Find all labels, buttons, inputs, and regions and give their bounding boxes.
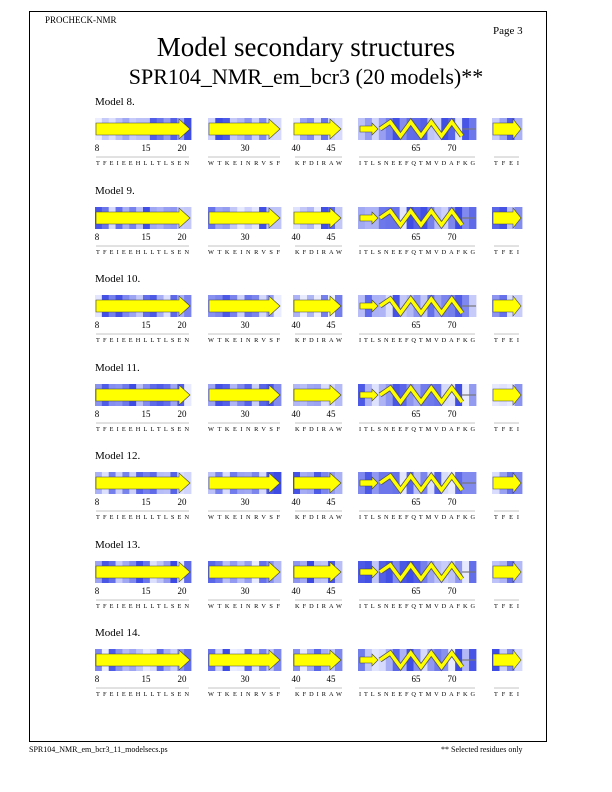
residue-number: 15 bbox=[141, 320, 151, 330]
residue-number: 30 bbox=[240, 320, 250, 330]
page-number: Page 3 bbox=[493, 25, 523, 37]
secondary-structure-row bbox=[0, 647, 612, 703]
residue-number: 45 bbox=[326, 231, 336, 242]
residue-number: 8 bbox=[94, 497, 100, 507]
residue-number: 40 bbox=[291, 231, 301, 242]
model-label: Model 8. bbox=[95, 96, 135, 108]
residue-sequence: TFEIEEHLLTLSEN bbox=[96, 691, 189, 698]
residue-number: 65 bbox=[411, 674, 421, 684]
model-label: Model 12. bbox=[95, 450, 141, 462]
secondary-structure-row bbox=[0, 382, 612, 438]
residue-sequence: TFEIEEHLLTLSEN bbox=[96, 337, 189, 344]
residue-number: 65 bbox=[411, 585, 421, 596]
residue-number: 70 bbox=[447, 143, 457, 153]
residue-number: 45 bbox=[326, 674, 336, 684]
residue-number: 8 bbox=[94, 143, 100, 153]
secondary-structure-row bbox=[0, 205, 612, 261]
model-label: Model 9. bbox=[95, 184, 135, 197]
residue-number: 15 bbox=[141, 143, 151, 153]
model-label: Model 13. bbox=[95, 538, 141, 551]
residue-number: 40 bbox=[291, 320, 301, 330]
residue-number: 45 bbox=[326, 585, 336, 596]
residue-sequence: WTKEINRVSF bbox=[208, 602, 280, 610]
residue-sequence: WTKEINRVSF bbox=[208, 691, 280, 698]
residue-sequence: WTKEINRVSF bbox=[208, 248, 280, 256]
residue-number: 20 bbox=[177, 408, 187, 419]
residue-number: 8 bbox=[94, 320, 100, 330]
residue-number: 45 bbox=[326, 497, 336, 507]
residue-number: 45 bbox=[326, 143, 336, 153]
residue-sequence: TFEIEEHLLTLSEN bbox=[96, 425, 189, 433]
secondary-structure-row bbox=[0, 559, 612, 615]
model-label: Model 11. bbox=[95, 361, 140, 374]
residue-number: 8 bbox=[94, 674, 100, 684]
model-label: Model 14. bbox=[95, 627, 141, 639]
residue-number: 70 bbox=[447, 408, 457, 419]
page-title: Model secondary structures bbox=[156, 32, 456, 62]
residue-number: 65 bbox=[411, 143, 421, 153]
residue-sequence: WTKEINRVSF bbox=[208, 337, 280, 344]
residue-sequence: WTKEINRVSF bbox=[208, 514, 280, 521]
program-name: PROCHECK-NMR bbox=[45, 15, 117, 25]
residue-sequence: TFEIEEHLLTLSEN bbox=[96, 160, 189, 167]
residue-sequence: TFEI bbox=[494, 514, 519, 521]
footer-filename: SPR104_NMR_em_bcr3_11_modelsecs.ps bbox=[29, 745, 168, 754]
residue-sequence: ITLSNEEFQTMVDAFKG bbox=[359, 160, 475, 167]
residue-number: 70 bbox=[447, 497, 457, 507]
residue-sequence: ITLSNEEFQTMVDAFKG bbox=[359, 425, 475, 433]
residue-number: 30 bbox=[240, 674, 250, 684]
residue-sequence: KFDIRAW bbox=[295, 248, 342, 256]
residue-sequence: TFEI bbox=[494, 425, 519, 433]
residue-sequence: KFDIRAW bbox=[295, 160, 342, 167]
residue-number: 20 bbox=[177, 497, 187, 507]
residue-sequence: ITLSNEEFQTMVDAFKG bbox=[359, 514, 475, 521]
residue-sequence: WTKEINRVSF bbox=[208, 425, 280, 433]
secondary-structure-row bbox=[0, 116, 612, 172]
residue-number: 40 bbox=[291, 585, 301, 596]
residue-number: 65 bbox=[411, 408, 421, 419]
residue-sequence: KFDIRAW bbox=[295, 602, 342, 610]
residue-sequence: ITLSNEEFQTMVDAFKG bbox=[359, 602, 475, 610]
residue-number: 15 bbox=[141, 585, 151, 596]
residue-sequence: TFEI bbox=[494, 337, 519, 344]
residue-number: 20 bbox=[177, 143, 187, 153]
residue-number: 8 bbox=[94, 231, 100, 242]
secondary-structure-row bbox=[0, 470, 612, 526]
residue-number: 20 bbox=[177, 231, 187, 242]
model-label: Model 10. bbox=[95, 273, 141, 285]
residue-number: 45 bbox=[326, 320, 336, 330]
residue-number: 70 bbox=[447, 585, 457, 596]
residue-sequence: KFDIRAW bbox=[295, 337, 342, 344]
residue-number: 30 bbox=[240, 143, 250, 153]
residue-sequence: ITLSNEEFQTMVDAFKG bbox=[359, 248, 475, 256]
residue-number: 30 bbox=[240, 231, 250, 242]
residue-number: 20 bbox=[177, 585, 187, 596]
residue-number: 8 bbox=[94, 408, 100, 419]
residue-number: 65 bbox=[411, 497, 421, 507]
residue-sequence: TFEIEEHLLTLSEN bbox=[96, 514, 189, 521]
page-subtitle: SPR104_NMR_em_bcr3 (20 models)** bbox=[128, 64, 484, 89]
residue-sequence: TFEI bbox=[494, 160, 519, 167]
residue-sequence: KFDIRAW bbox=[295, 691, 342, 698]
residue-number: 20 bbox=[177, 674, 187, 684]
residue-sequence: WTKEINRVSF bbox=[208, 160, 280, 167]
residue-number: 70 bbox=[447, 231, 457, 242]
residue-number: 30 bbox=[240, 497, 250, 507]
residue-sequence: KFDIRAW bbox=[295, 514, 342, 521]
residue-number: 40 bbox=[291, 408, 301, 419]
residue-number: 45 bbox=[326, 408, 336, 419]
residue-number: 30 bbox=[240, 585, 250, 596]
residue-sequence: TFEIEEHLLTLSEN bbox=[96, 248, 189, 256]
residue-number: 65 bbox=[411, 231, 421, 242]
secondary-structure-row bbox=[0, 293, 612, 349]
residue-number: 40 bbox=[291, 497, 301, 507]
footer-note: ** Selected residues only bbox=[441, 745, 523, 754]
residue-sequence: TFEI bbox=[494, 248, 519, 256]
residue-number: 70 bbox=[447, 674, 457, 684]
residue-number: 30 bbox=[240, 408, 250, 419]
residue-number: 20 bbox=[177, 320, 187, 330]
residue-sequence: TFEIEEHLLTLSEN bbox=[96, 602, 189, 610]
residue-sequence: TFEI bbox=[494, 602, 519, 610]
residue-number: 70 bbox=[447, 320, 457, 330]
residue-sequence: ITLSNEEFQTMVDAFKG bbox=[359, 691, 475, 698]
residue-sequence: TFEI bbox=[494, 691, 519, 698]
residue-number: 40 bbox=[291, 143, 301, 153]
residue-sequence: ITLSNEEFQTMVDAFKG bbox=[359, 337, 475, 344]
residue-sequence: KFDIRAW bbox=[295, 425, 342, 433]
residue-number: 15 bbox=[141, 231, 151, 242]
residue-number: 8 bbox=[94, 585, 100, 596]
residue-number: 15 bbox=[141, 497, 151, 507]
residue-number: 40 bbox=[291, 674, 301, 684]
residue-number: 15 bbox=[141, 674, 151, 684]
residue-number: 65 bbox=[411, 320, 421, 330]
residue-number: 15 bbox=[141, 408, 151, 419]
